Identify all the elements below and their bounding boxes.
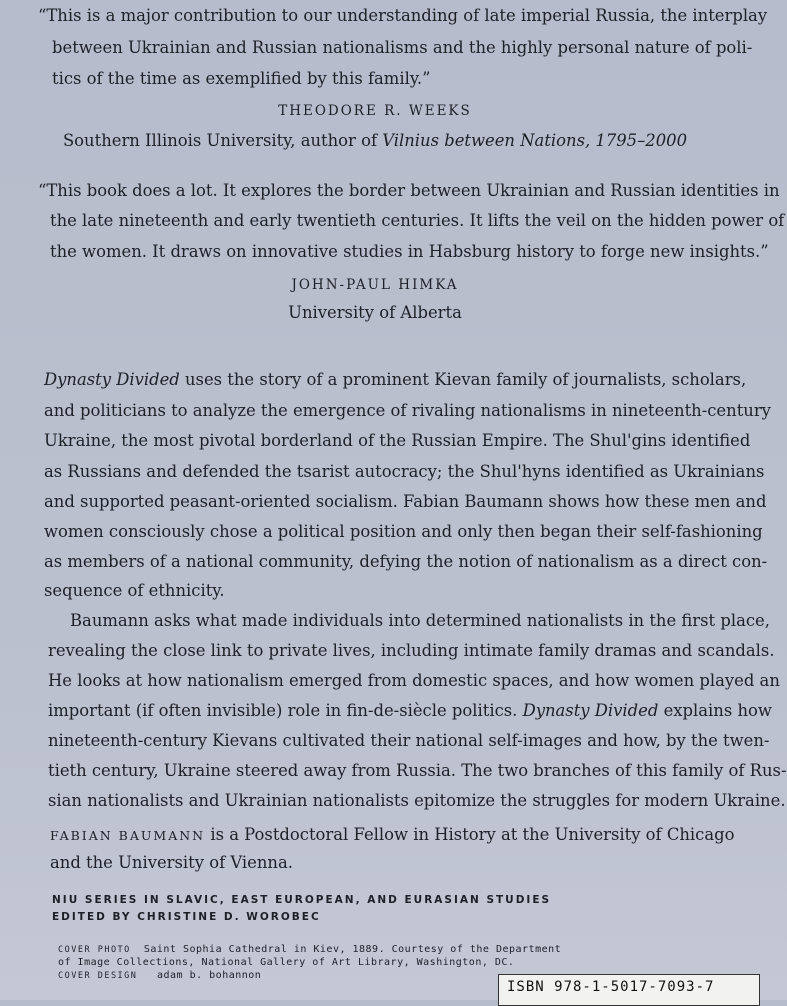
endorser-name: THEODORE R. WEEKS [278, 103, 472, 119]
isbn-number: ISBN 978-1-5017-7093-7 [507, 979, 715, 995]
bio-line: FABIAN BAUMANN is a Postdoctoral Fellow in History at the University of Chicago [50, 825, 735, 844]
quote-line: “This is a major contribution to our understanding of late imperial Russia, the interplay [38, 6, 768, 25]
quote-line: between Ukrainian and Russian nationalisms and the highly personal nature of poli- [52, 38, 753, 57]
series-title: NIU SERIES IN SLAVIC, EAST EUROPEAN, AND EURASIAN STUDIES [52, 894, 552, 906]
description-line: and supported peasant-oriented socialism. Fabian Baumann shows how these men and [44, 492, 767, 511]
description-line: He looks at how nationalism emerged from domestic spaces, and how women played an [48, 671, 780, 690]
description-line: sequence of ethnicity. [44, 581, 225, 600]
quote-line: “This book does a lot. It explores the border between Ukrainian and Russian identities in [38, 181, 780, 200]
description-line: revealing the close link to private lives, including intimate family dramas and scandals. [48, 641, 775, 660]
description-line: Baumann asks what made individuals into determined nationalists in the first place, [70, 611, 770, 630]
endorser-affiliation: University of Alberta [288, 303, 462, 322]
description-line: Ukraine, the most pivotal borderland of the Russian Empire. The Shul'gins identified [44, 431, 751, 450]
description-line: women consciously chose a political position and only then began their self-fashioning [44, 522, 763, 541]
description-line: Dynasty Divided uses the story of a prominent Kievan family of journalists, scholars, [44, 370, 747, 389]
quote-line: the late nineteenth and early twentieth centuries. It lifts the veil on the hidden power of [50, 211, 785, 230]
description-line: and politicians to analyze the emergence of rivaling nationalisms in nineteenth-century [44, 401, 771, 420]
description-line: nineteenth-century Kievans cultivated their national self-images and how, by the twen- [48, 731, 770, 750]
description-line: as Russians and defended the tsarist autocracy; the Shul'hyns identified as Ukrainians [44, 462, 765, 481]
description-line: sian nationalists and Ukrainian nationalists epitomize the struggles for modern Ukraine. [48, 791, 786, 810]
bio-line: and the University of Vienna. [50, 853, 293, 872]
isbn-barcode-label [498, 974, 760, 1006]
credit-line: COVER DESIGN adam b. bohannon [58, 970, 262, 981]
series-editor: EDITED BY CHRISTINE D. WOROBEC [52, 911, 321, 923]
endorser-name: JOHN-PAUL HIMKA [291, 277, 459, 293]
credit-line: of Image Collections, National Gallery of Art Library, Washington, DC. [58, 957, 515, 968]
description-line: tieth century, Ukraine steered away from Russia. The two branches of this family of Rus- [48, 761, 787, 780]
description-line: important (if often invisible) role in fin-de-siècle politics. Dynasty Divided explains how [48, 701, 772, 720]
quote-line: the women. It draws on innovative studies in Habsburg history to forge new insights.” [50, 242, 769, 261]
credit-line: COVER PHOTO Saint Sophia Cathedral in Kiev, 1889. Courtesy of the Department [58, 944, 562, 955]
endorser-affiliation: Southern Illinois University, author of Vilnius between Nations, 1795–2000 [62, 131, 688, 150]
quote-line: tics of the time as exemplified by this family.” [52, 69, 431, 88]
description-line: as members of a national community, defying the notion of nationalism as a direct con- [44, 552, 768, 571]
